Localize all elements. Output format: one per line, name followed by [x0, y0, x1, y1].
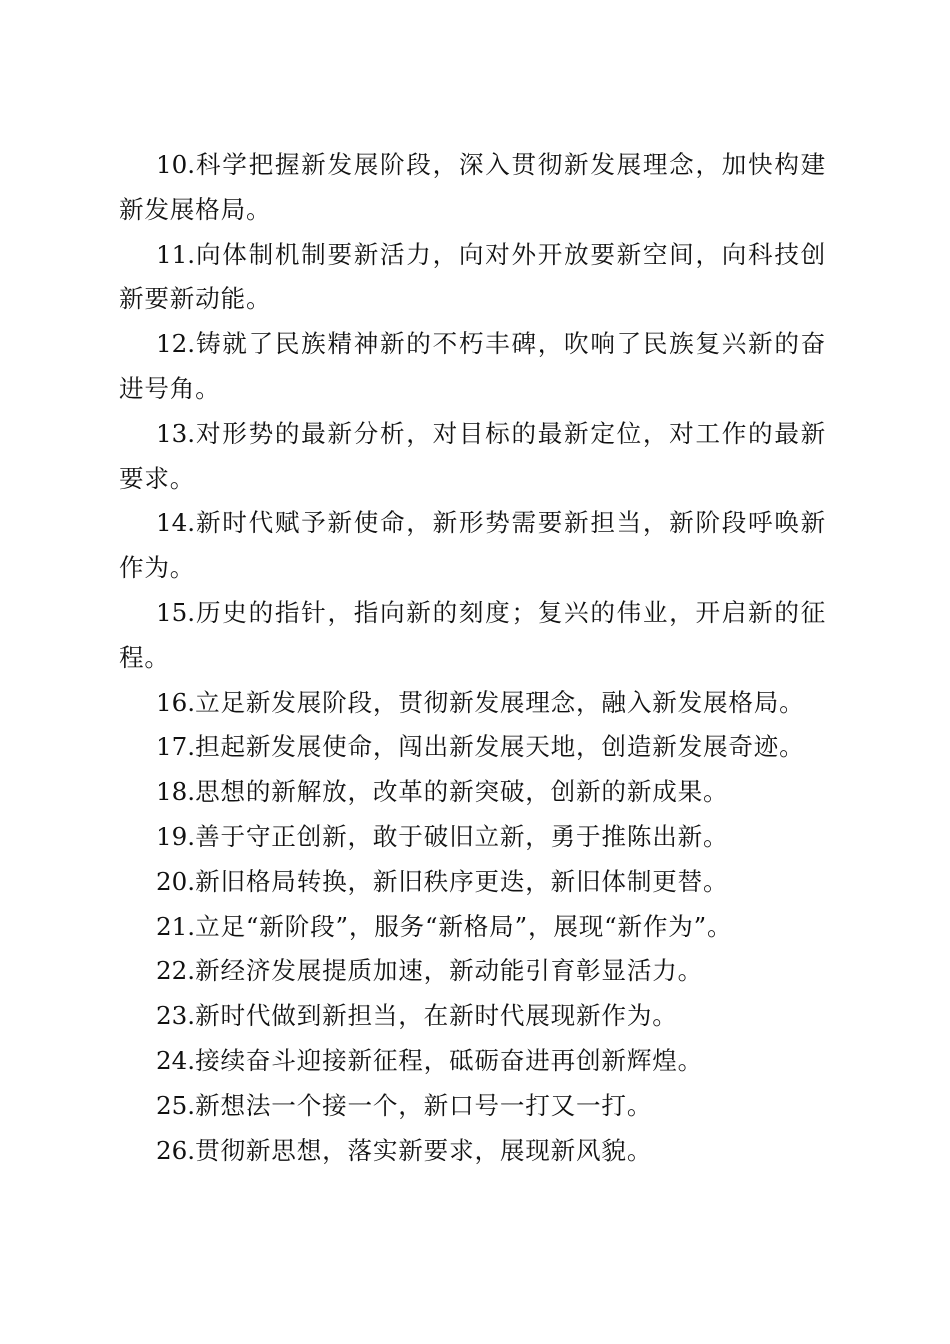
item-text: 新经济发展提质加速，新动能引育彰显活力。 [195, 956, 704, 986]
item-number: 10. [156, 150, 196, 179]
item-number: 26. [156, 1135, 196, 1165]
list-item [119, 949, 826, 994]
list-item [119, 412, 826, 502]
list-item [119, 994, 826, 1039]
item-number: 21. [156, 911, 196, 941]
item-text: 新旧格局转换，新旧秩序更迭，新旧体制更替。 [195, 866, 729, 896]
item-number: 25. [156, 1090, 196, 1120]
list-item [119, 143, 826, 233]
list-item [119, 1129, 826, 1174]
list-item [119, 725, 826, 770]
list-item [119, 905, 826, 950]
item-text: 新时代做到新担当，在新时代展现新作为。 [195, 1001, 678, 1031]
list-item [119, 1039, 826, 1084]
item-number: 12. [156, 329, 196, 359]
item-number: 16. [156, 687, 196, 717]
item-text: 善于守正创新，敢于破旧立新，勇于推陈出新。 [195, 821, 729, 851]
item-number: 11. [156, 239, 196, 269]
item-number: 24. [156, 1045, 196, 1075]
list-item [119, 860, 826, 905]
item-text: 新想法一个接一个，新口号一打又一打。 [195, 1090, 653, 1120]
item-number: 20. [156, 866, 196, 896]
item-number: 17. [156, 732, 196, 762]
item-text: 立足新发展阶段，贯彻新发展理念，融入新发展格局。 [195, 687, 805, 717]
list-item [119, 770, 826, 815]
item-number: 15. [156, 597, 196, 627]
item-text: 向体制机制要新活力，向对外开放要新空间，向科技创新要新动能。 [119, 239, 826, 314]
list-item [119, 815, 826, 860]
item-text: 担起新发展使命，闯出新发展天地，创造新发展奇迹。 [195, 732, 805, 762]
item-number: 13. [156, 418, 196, 448]
item-number: 14. [156, 508, 196, 538]
item-text: 科学把握新发展阶段，深入贯彻新发展理念，加快构建新发展格局。 [119, 150, 826, 224]
item-text: 历史的指针，指向新的刻度；复兴的伟业，开启新的征程。 [119, 597, 826, 672]
item-text: 立足“新阶段”，服务“新格局”，展现“新作为”。 [195, 911, 733, 941]
item-number: 22. [156, 956, 196, 986]
item-text: 贯彻新思想，落实新要求，展现新风貌。 [195, 1135, 653, 1165]
list-item [119, 591, 826, 681]
list-item [119, 501, 826, 591]
item-text: 新时代赋予新使命，新形势需要新担当，新阶段呼唤新作为。 [119, 508, 826, 583]
item-number: 18. [156, 777, 196, 807]
list-item [119, 1084, 826, 1129]
list-item [119, 233, 826, 323]
list-item [119, 681, 826, 726]
item-number: 23. [156, 1001, 196, 1031]
item-text: 对形势的最新分析，对目标的最新定位，对工作的最新要求。 [119, 418, 826, 493]
list-item [119, 322, 826, 412]
document-body [119, 143, 826, 1173]
item-text: 思想的新解放，改革的新突破，创新的新成果。 [195, 777, 729, 807]
item-text: 铸就了民族精神新的不朽丰碑，吹响了民族复兴新的奋进号角。 [119, 329, 826, 403]
item-text: 接续奋斗迎接新征程，砥砺奋进再创新辉煌。 [195, 1045, 704, 1075]
item-number: 19. [156, 821, 196, 851]
